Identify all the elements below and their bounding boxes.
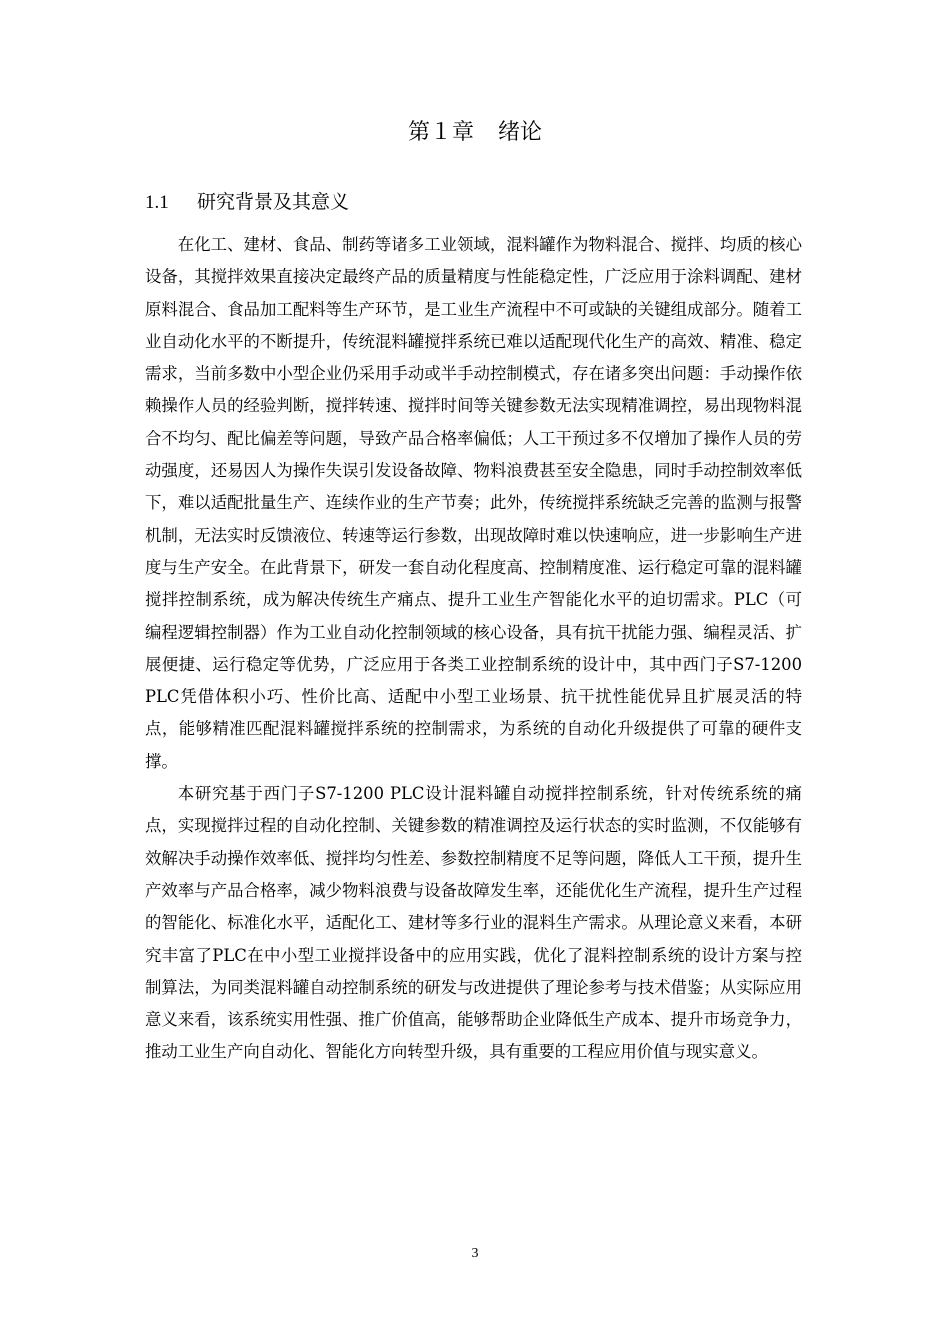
paragraph-background: 在化工、建材、食品、制药等诸多工业领域，混料罐作为物料混合、搅拌、均质的核心设备，其搅拌效果直接决定最终产品的质量精度与性能稳定性，广泛应用于涂料调配、建材原料混合、食品加工配料等生产环节，是工业生产流程中不可或缺的关键组成部分。随着工业自动化水平的不断提升，传统混料罐搅拌系统已难以适配现代化生产的高效、精准、稳定需求，当前多数中小型企业仍采用手动或半手动控制模式，存在诸多突出问题：手动操作依赖操作人员的经验判断，搅拌转速、搅拌时间等关键参数无法实现精准调控，易出现物料混合不均匀、配比偏差等问题，导致产品合格率偏低；人工干预过多不仅增加了操作人员的劳动强度，还易因人为操作失误引发设备故障、物料浪费甚至安全隐患，同时手动控制效率低下，难以适配批量生产、连续作业的生产节奏；此外，传统搅拌系统缺乏完善的监测与报警机制，无法实时反馈液位、转速等运行参数，出现故障时难以快速响应，进一步影响生产进度与生产安全。在此背景下，研发一套自动化程度高、控制精度准、运行稳定可靠的混料罐搅拌控制系统，成为解决传统生产痛点、提升工业生产智能化水平的迫切需求。PLC（可编程逻辑控制器）作为工业自动化控制领域的核心设备，具有抗干扰能力强、编程灵活、扩展便捷、运行稳定等优势，广泛应用于各类工业控制系统的设计中，其中西门子S7-1200 PLC凭借体积小巧、性价比高、适配中小型工业场景、抗干扰性能优异且扩展灵活的特点，能够精准匹配混料罐搅拌系统的控制需求，为系统的自动化升级提供了可靠的硬件支撑。 [145, 235, 802, 771]
chapter-label: 第１章 [407, 120, 474, 145]
chapter-title [0, 116, 950, 150]
chapter-name: 绪论 [498, 120, 543, 145]
section-heading [145, 186, 349, 219]
body-text [145, 229, 802, 1069]
section-number: 1.1 [145, 192, 169, 213]
paragraph-significance: 本研究基于西门子S7-1200 PLC设计混料罐自动搅拌控制系统，针对传统系统的痛点，实现搅拌过程的自动化控制、关键参数的精准调控及运行状态的实时监测，不仅能够有效解决手动操作效率低、搅拌均匀性差、参数控制精度不足等问题，降低人工干预，提升生产效率与产品合格率，减少物料浪费与设备故障发生率，还能优化生产流程，提升生产过程的智能化、标准化水平，适配化工、建材等多行业的混料生产需求。从理论意义来看，本研究丰富了PLC在中小型工业搅拌设备中的应用实践，优化了混料控制系统的设计方案与控制算法，为同类混料罐自动控制系统的研发与改进提供了理论参考与技术借鉴；从实际应用意义来看，该系统实用性强、推广价值高，能够帮助企业降低生产成本、提升市场竞争力，推动工业生产向自动化、智能化方向转型升级，具有重要的工程应用价值与现实意义。 [145, 784, 802, 1062]
page-number: 3 [471, 1246, 479, 1261]
section-title: 研究背景及其意义 [197, 191, 350, 213]
